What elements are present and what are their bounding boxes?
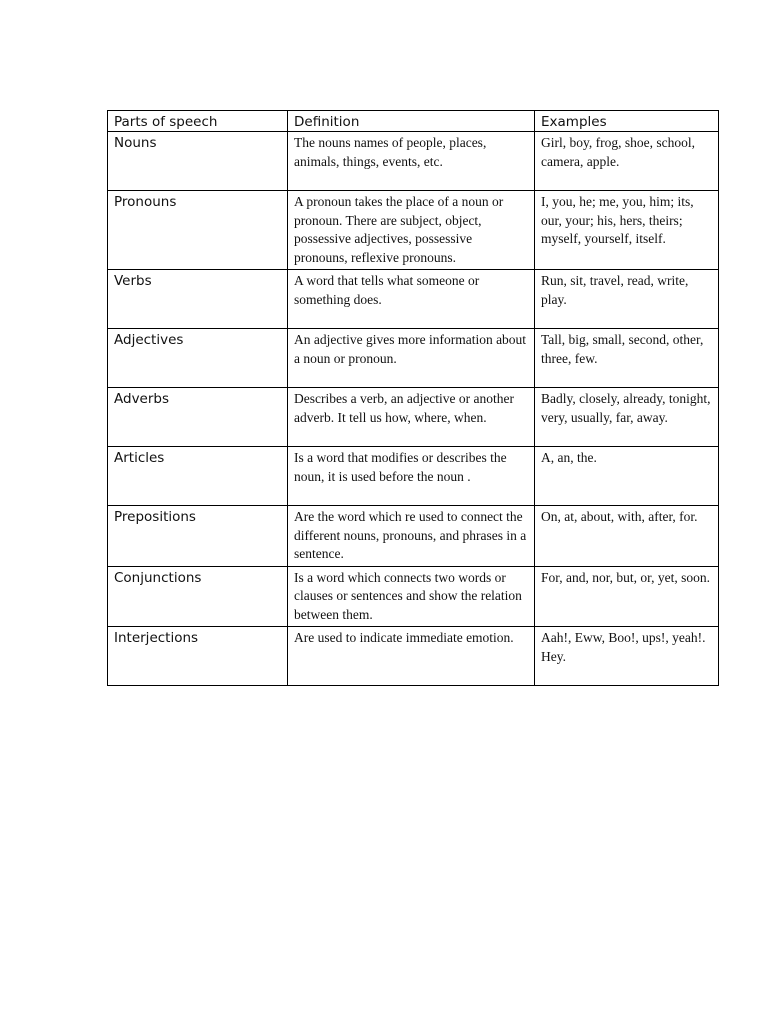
table-row (108, 566, 719, 627)
examples-cell: Badly, closely, already, tonight, very, usually, far, away. (535, 388, 719, 447)
term-cell: Pronouns (108, 191, 288, 270)
definition-cell: An adjective gives more information about a noun or pronoun. (288, 329, 535, 388)
header-parts-of-speech: Parts of speech (108, 111, 288, 132)
table-row (108, 627, 719, 686)
header-examples: Examples (535, 111, 719, 132)
term-cell: Adjectives (108, 329, 288, 388)
term-cell: Prepositions (108, 506, 288, 567)
examples-cell: Aah!, Eww, Boo!, ups!, yeah!. Hey. (535, 627, 719, 686)
table-row (108, 447, 719, 506)
table-header-row (108, 111, 719, 132)
term-cell: Nouns (108, 132, 288, 191)
term-cell: Verbs (108, 270, 288, 329)
table-row (108, 329, 719, 388)
term-cell: Interjections (108, 627, 288, 686)
definition-cell: Are used to indicate immediate emotion. (288, 627, 535, 686)
table-row (108, 132, 719, 191)
header-definition: Definition (288, 111, 535, 132)
definition-cell: A pronoun takes the place of a noun or pronoun. There are subject, object, possessive adjectives, possessive pronouns, reflexive pronouns. (288, 191, 535, 270)
definition-cell: A word that tells what someone or something does. (288, 270, 535, 329)
definition-cell: Are the word which re used to connect the different nouns, pronouns, and phrases in a sentence. (288, 506, 535, 567)
table-row (108, 270, 719, 329)
examples-cell: Girl, boy, frog, shoe, school, camera, apple. (535, 132, 719, 191)
term-cell: Articles (108, 447, 288, 506)
term-cell: Adverbs (108, 388, 288, 447)
definition-cell: Is a word which connects two words or clauses or sentences and show the relation between them. (288, 566, 535, 627)
examples-cell: Tall, big, small, second, other, three, few. (535, 329, 719, 388)
definition-cell: Describes a verb, an adjective or another adverb. It tell us how, where, when. (288, 388, 535, 447)
examples-cell: Run, sit, travel, read, write, play. (535, 270, 719, 329)
term-cell: Conjunctions (108, 566, 288, 627)
table-row (108, 388, 719, 447)
examples-cell: On, at, about, with, after, for. (535, 506, 719, 567)
examples-cell: I, you, he; me, you, him; its, our, your; his, hers, theirs; myself, yourself, itself. (535, 191, 719, 270)
table-row (108, 506, 719, 567)
parts-of-speech-table (107, 110, 719, 686)
definition-cell: The nouns names of people, places, animals, things, events, etc. (288, 132, 535, 191)
table-row (108, 191, 719, 270)
examples-cell: For, and, nor, but, or, yet, soon. (535, 566, 719, 627)
examples-cell: A, an, the. (535, 447, 719, 506)
definition-cell: Is a word that modifies or describes the noun, it is used before the noun . (288, 447, 535, 506)
